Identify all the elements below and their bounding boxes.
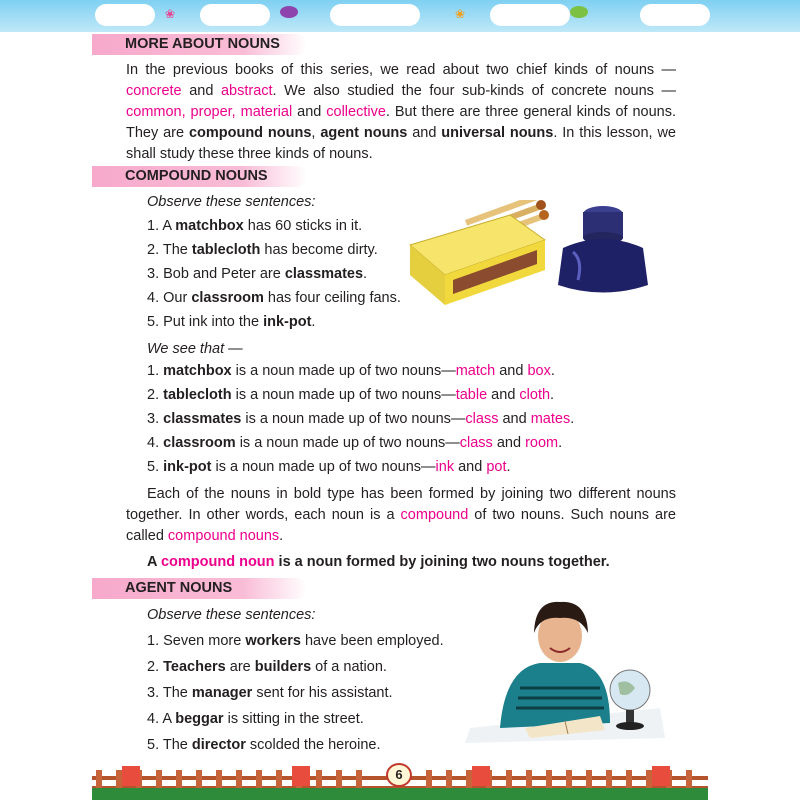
text-run: 4. A xyxy=(147,711,176,727)
text-run: 4. Our xyxy=(147,290,192,306)
highlighted-term: class xyxy=(465,411,499,427)
bold-term: classroom xyxy=(191,290,264,306)
text-run: 3. The xyxy=(147,685,192,701)
text-run: 2. The xyxy=(147,242,192,258)
text-run: and xyxy=(407,125,442,141)
bold-term: tablecloth xyxy=(191,242,261,258)
bird-icon xyxy=(280,6,298,18)
list-item xyxy=(147,632,444,650)
text-run: scolded the heroine. xyxy=(245,737,381,753)
highlighted-term: compound noun xyxy=(160,554,275,570)
bold-term: classroom xyxy=(163,435,236,451)
observe-label: Observe these sentences: xyxy=(147,607,316,623)
definition-rule xyxy=(147,554,610,570)
cloud-icon xyxy=(640,4,710,26)
list-item xyxy=(147,434,562,452)
text-run: 5. Put ink into the xyxy=(147,314,264,330)
text-run: 1. xyxy=(147,363,164,379)
text-run: . In this lesson, we shall study these three kinds of nouns. xyxy=(126,125,676,162)
list-item xyxy=(147,313,315,331)
list-item xyxy=(147,386,554,404)
text-run: 1. A xyxy=(147,218,176,234)
list-item xyxy=(147,458,511,476)
cloud-icon xyxy=(490,4,570,26)
text-run: sent for his assistant. xyxy=(252,685,393,701)
butterfly-icon: ❀ xyxy=(455,7,466,21)
text-run: 2. xyxy=(147,387,164,403)
highlighted-term: mates xyxy=(530,411,571,427)
text-run: has four ceiling fans. xyxy=(263,290,401,306)
list-item xyxy=(147,710,364,728)
text-run: 5. xyxy=(147,459,164,475)
highlighted-term: collective xyxy=(326,104,386,120)
text-run: . xyxy=(506,459,511,475)
text-run: 4. xyxy=(147,435,164,451)
text-run: 5. The xyxy=(147,737,192,753)
text-run: and xyxy=(181,83,221,99)
highlighted-term: compound nouns xyxy=(167,528,280,544)
text-run: 1. Seven more xyxy=(147,633,246,649)
text-run: . xyxy=(550,387,555,403)
intro-paragraph xyxy=(126,60,676,165)
ink-pot-image xyxy=(548,200,653,300)
sky-border xyxy=(0,0,800,32)
text-run: 2. xyxy=(147,659,164,675)
highlighted-term: pot xyxy=(486,459,507,475)
list-item xyxy=(147,362,555,380)
bold-term: workers xyxy=(245,633,301,649)
text-run: is a noun made up of two nouns— xyxy=(231,363,456,379)
text-run: is a noun made up of two nouns— xyxy=(231,387,456,403)
text-run: of two nouns. Such nouns are called xyxy=(126,507,676,544)
text-run: . xyxy=(311,314,316,330)
cloud-icon xyxy=(200,4,270,26)
list-item xyxy=(147,217,362,235)
highlighted-term: abstract xyxy=(220,83,273,99)
explanation-paragraph xyxy=(126,484,676,547)
list-item xyxy=(147,410,574,428)
text-run: of a nation. xyxy=(311,659,387,675)
text-run: . xyxy=(550,363,555,379)
list-item xyxy=(147,241,378,259)
bold-term: beggar xyxy=(175,711,224,727)
bold-term: manager xyxy=(191,685,253,701)
bold-term: classmates xyxy=(284,266,364,282)
list-item xyxy=(147,684,393,702)
text-run: and xyxy=(498,411,531,427)
observe-label: Observe these sentences: xyxy=(147,194,316,210)
text-run: and xyxy=(487,387,520,403)
teacher-photo xyxy=(460,588,670,743)
text-run: are xyxy=(225,659,255,675)
bold-term: agent nouns xyxy=(320,125,408,141)
text-run: is a noun made up of two nouns— xyxy=(235,435,460,451)
highlighted-term: box xyxy=(527,363,551,379)
highlighted-term: match xyxy=(455,363,496,379)
list-item xyxy=(147,265,367,283)
text-run: . We also studied the four sub-kinds of concrete nouns — xyxy=(272,83,676,99)
text-run: is a noun made up of two nouns— xyxy=(241,411,466,427)
highlighted-term: class xyxy=(459,435,493,451)
bold-term: builders xyxy=(254,659,312,675)
text-run: is a noun made up of two nouns— xyxy=(211,459,436,475)
section-heading-compound-nouns: COMPOUND NOUNS xyxy=(92,166,307,187)
section-heading-agent-nouns: AGENT NOUNS xyxy=(92,578,307,599)
section-heading-more-about-nouns: MORE ABOUT NOUNS xyxy=(92,34,307,55)
bold-term: ink-pot xyxy=(163,459,212,475)
bold-term: Teachers xyxy=(163,659,226,675)
highlighted-term: common, proper, material xyxy=(126,104,293,120)
text-run: . xyxy=(558,435,563,451)
text-run: 3. xyxy=(147,411,164,427)
text-run: . But there are three general kinds of nouns. They are xyxy=(126,104,676,141)
highlighted-term: concrete xyxy=(126,83,182,99)
bold-term: compound nouns xyxy=(188,125,312,141)
text-run: is a noun formed by joining two nouns together. xyxy=(274,554,610,570)
bold-term: matchbox xyxy=(175,218,244,234)
highlighted-term: ink xyxy=(435,459,455,475)
text-run: 3. Bob and Peter are xyxy=(147,266,285,282)
page-number: 6 xyxy=(386,763,412,787)
list-item xyxy=(147,289,401,307)
text-run: . xyxy=(363,266,368,282)
text-run: In the previous books of this series, we read about two chief kinds of nouns — xyxy=(126,62,676,78)
text-run: , xyxy=(311,125,321,141)
highlighted-term: compound xyxy=(400,507,469,523)
text-run: is sitting in the street. xyxy=(223,711,364,727)
text-run: and xyxy=(492,435,526,451)
list-item xyxy=(147,658,387,676)
bold-term: universal nouns xyxy=(441,125,554,141)
matchbox-image xyxy=(405,200,555,310)
butterfly-icon: ❀ xyxy=(165,7,176,21)
cloud-icon xyxy=(330,4,420,26)
text-run: A xyxy=(147,554,161,570)
bold-term: matchbox xyxy=(163,363,232,379)
grass-strip xyxy=(92,788,708,800)
text-run: and xyxy=(292,104,327,120)
text-run: and xyxy=(454,459,487,475)
bold-term: director xyxy=(191,737,246,753)
text-run: . xyxy=(279,528,284,544)
text-run: . xyxy=(570,411,575,427)
we-see-label: We see that — xyxy=(147,341,243,357)
text-run: has 60 sticks in it. xyxy=(243,218,363,234)
cloud-icon xyxy=(95,4,155,26)
highlighted-term: table xyxy=(455,387,488,403)
text-run: have been employed. xyxy=(300,633,444,649)
highlighted-term: cloth xyxy=(519,387,551,403)
bold-term: tablecloth xyxy=(163,387,232,403)
text-run: and xyxy=(495,363,528,379)
text-run: has become dirty. xyxy=(260,242,378,258)
text-run: Each of the nouns in bold type has been formed by joining two different nouns together. In other words, each noun is a xyxy=(126,486,676,523)
bird-icon xyxy=(570,6,588,18)
highlighted-term: room xyxy=(525,435,559,451)
list-item xyxy=(147,736,381,754)
bold-term: classmates xyxy=(163,411,242,427)
bold-term: ink-pot xyxy=(263,314,312,330)
